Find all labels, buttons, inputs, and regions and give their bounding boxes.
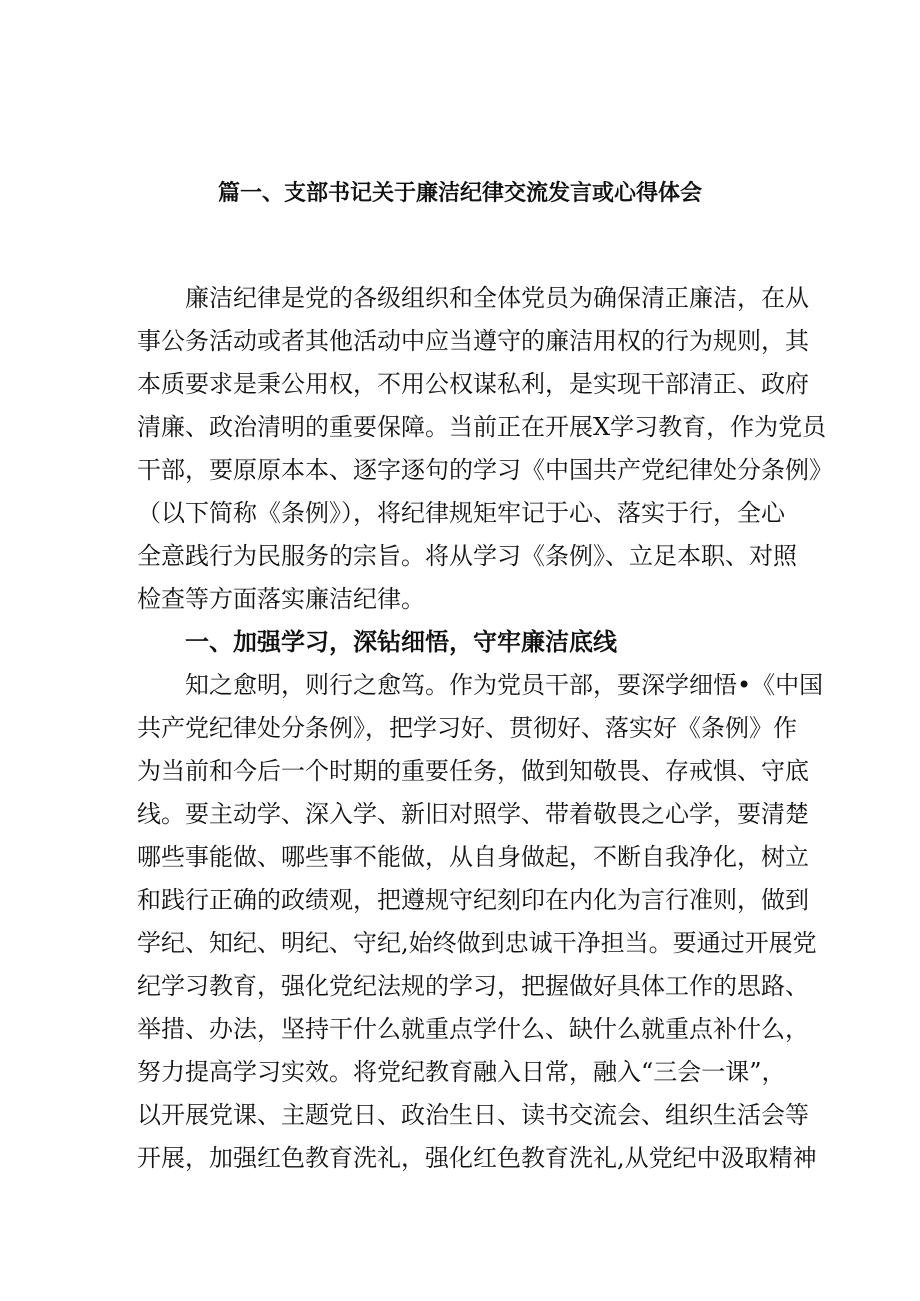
- paragraph-line: 为当前和今后一个时期的重要任务，做到知敬畏、存戒惧、守底: [137, 757, 809, 785]
- paragraph-line: （以下简称《条例》），将纪律规矩牢记于心、落实于行，全心: [137, 499, 785, 527]
- paragraph-line: 本质要求是秉公用权，不用公权谋私利，是实现干部清正、政府: [137, 370, 809, 398]
- paragraph-line: 学纪、知纪、明纪、守纪,始终做到忠诚干净担当。要通过开展党: [137, 929, 817, 957]
- document-title: 篇一、支部书记关于廉洁纪律交流发言或心得体会: [217, 180, 702, 206]
- paragraph-line: 廉洁纪律是党的各级组织和全体党员为确保清正廉洁，在从: [185, 284, 809, 312]
- paragraph-line: 事公务活动或者其他活动中应当遵守的廉洁用权的行为规则，其: [137, 327, 809, 355]
- paragraph-line: 线。要主动学、深入学、新旧对照学、带着敬畏之心学，要清楚: [137, 800, 809, 828]
- paragraph-line: 知之愈明，则行之愈笃。作为党员干部，要深学细悟•《中国: [185, 671, 824, 699]
- paragraph-line: 清廉、政治清明的重要保障。当前正在开展X学习教育，作为党员: [137, 413, 827, 441]
- paragraph-line: 纪学习教育，强化党纪法规的学习，把握做好具体工作的思路、: [137, 972, 809, 1000]
- paragraph-line: 干部，要原原本本、逐字逐句的学习《中国共产党纪律处分条例》: [137, 456, 833, 484]
- paragraph-line: 哪些事能做、哪些事不能做，从自身做起，不断自我净化，树立: [137, 843, 809, 871]
- paragraph-line: 以开展党课、主题党日、政治生日、读书交流会、组织生活会等: [137, 1101, 809, 1129]
- paragraph-line: 和践行正确的政绩观，把遵规守纪刻印在内化为言行准则，做到: [137, 886, 809, 914]
- paragraph-line: 举措、办法，坚持干什么就重点学什么、缺什么就重点补什么，: [137, 1015, 809, 1043]
- paragraph-line: 共产党纪律处分条例》，把学习好、贯彻好、落实好《条例》作: [137, 714, 797, 742]
- paragraph-line: 开展，加强红色教育洗礼，强化红色教育洗礼,从党纪中汲取精神: [137, 1144, 817, 1172]
- paragraph-line: 全意践行为民服务的宗旨。将从学习《条例》、立足本职、对照: [137, 542, 797, 570]
- section-heading: 一、加强学习，深钻细悟，守牢廉洁底线: [185, 627, 617, 656]
- paragraph-line: 检查等方面落实廉洁纪律。: [137, 585, 425, 613]
- paragraph-line: 努力提高学习实效。将党纪教育融入日常，融入“三会一课”，: [137, 1058, 786, 1086]
